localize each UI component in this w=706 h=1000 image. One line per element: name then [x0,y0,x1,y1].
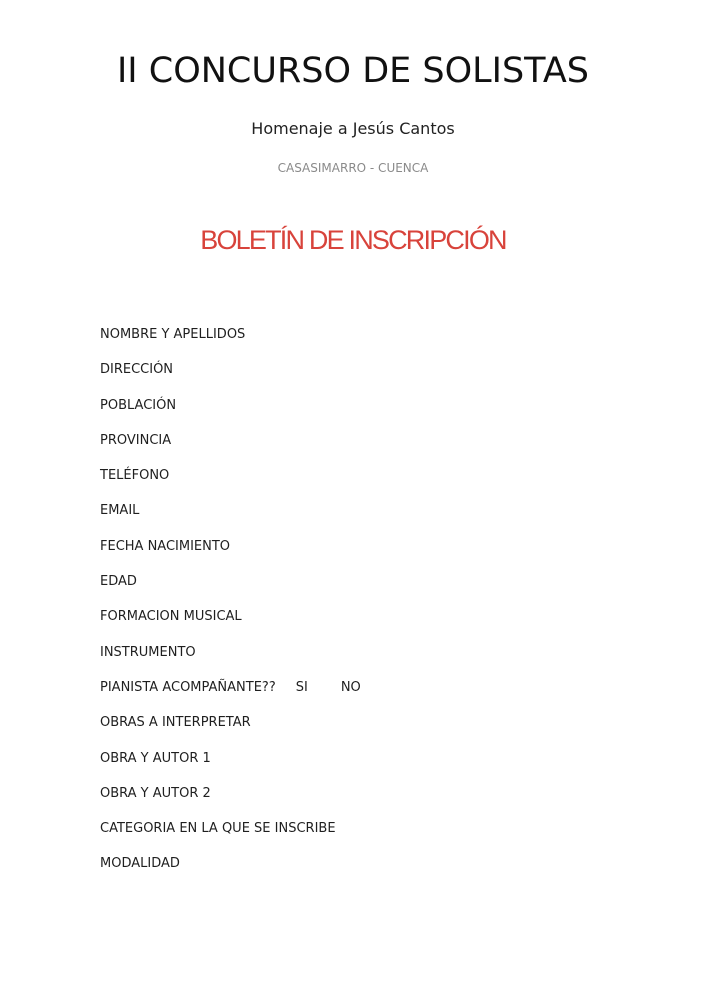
field-phone [100,465,660,500]
field-label: PIANISTA ACOMPAÑANTE?? [100,679,276,695]
field-province [100,430,660,465]
field-email [100,500,660,535]
field-label: POBLACIÓN [100,397,177,413]
field-label: CATEGORIA EN LA QUE SE INSCRIBE [100,821,336,837]
field-label: OBRAS A INTERPRETAR [100,715,251,731]
field-town [100,395,660,430]
form-heading: BOLETÍN DE INSCRIPCIÓN [200,225,506,255]
pianist-option-yes[interactable]: SI [295,679,308,695]
field-label: OBRA Y AUTOR 1 [100,750,211,766]
field-accompanying-pianist [100,677,660,712]
field-musical-training [100,606,660,641]
page-subtitle: Homenaje a Jesús Cantos [251,119,455,138]
field-birth-date [100,536,660,571]
field-label: EDAD [100,574,137,590]
field-instrument [100,642,660,677]
field-label: FECHA NACIMIENTO [100,538,231,554]
field-age [100,571,660,606]
registration-field-list [100,324,660,889]
field-label: DIRECCIÓN [100,362,174,378]
field-label: TELÉFONO [100,468,170,484]
field-works-to-perform [100,712,660,747]
field-full-name [100,324,660,359]
location-label: CASASIMARRO - CUENCA [277,161,429,175]
field-modality [100,853,660,888]
field-label: INSTRUMENTO [100,644,196,660]
field-label: MODALIDAD [100,856,180,872]
page-title: II CONCURSO DE SOLISTAS [116,51,590,91]
field-label: NOMBRE Y APELLIDOS [100,327,246,342]
pianist-option-no[interactable]: NO [340,679,361,695]
field-address [100,359,660,394]
field-work-and-author-1 [100,748,660,783]
field-work-and-author-2 [100,783,660,818]
field-category [100,818,660,853]
field-label: PROVINCIA [100,432,172,448]
field-label: EMAIL [100,503,140,519]
field-label: OBRA Y AUTOR 2 [100,785,211,801]
field-label: FORMACION MUSICAL [100,609,242,625]
